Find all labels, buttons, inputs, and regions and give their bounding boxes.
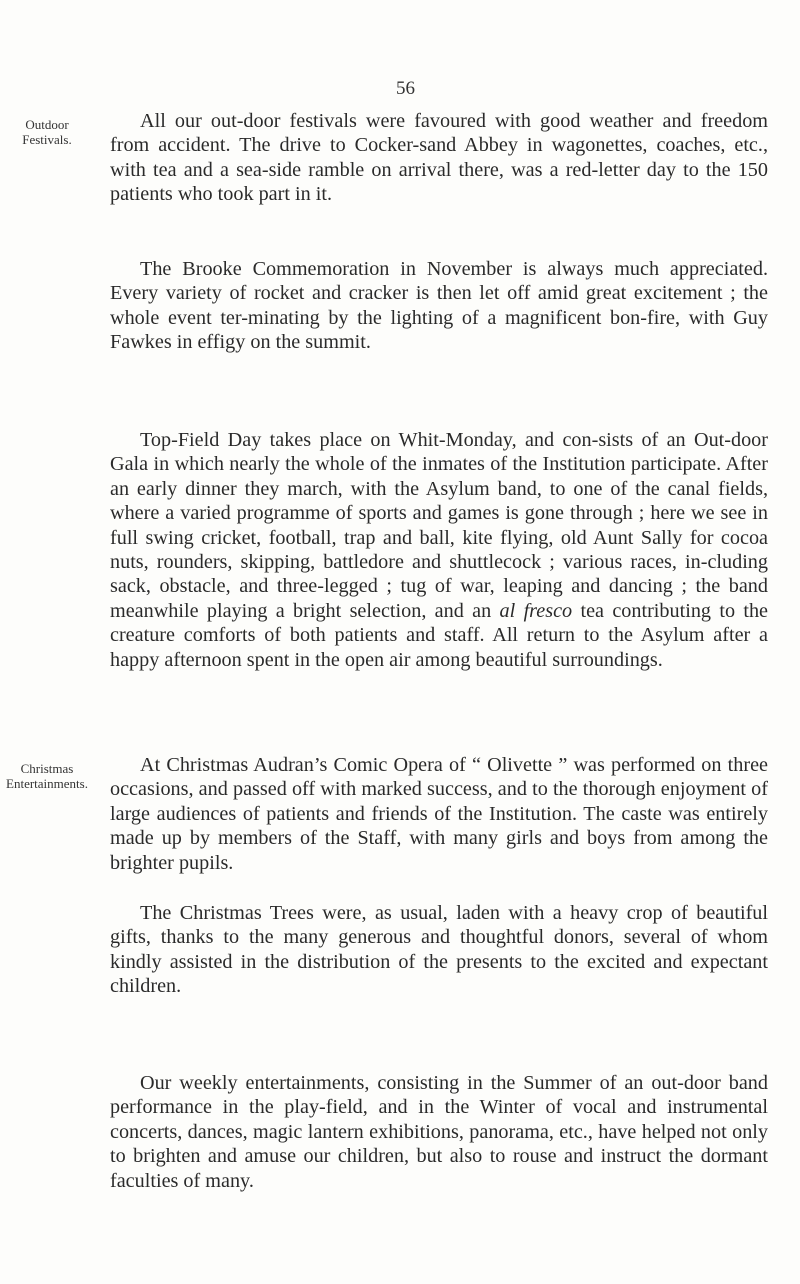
paragraph-top-field-day-part-a: Top-Field Day takes place on Whit-Monday, and con-sists of an Out-door Gala in which nearly the whole of the inmates of the Institution participate. After an early dinner they march, with the Asylum band, to one of the canal fields, where a varied programme of sports and games is gone through ; here we see in full swing cricket, football, trap and ball, kite flying, old Aunt Sally for cocoa nuts, rounders, skipping, battledore and shuttlecock ; various races, in-cluding sack, obstacle, and three-legged ; tug of war, leaping and dancing ; the band meanwhile playing a bright selection, and an bbox=[110, 429, 768, 622]
paragraph-weekly-entertainments: Our weekly entertainments, consisting in the Summer of an out-door band performance in the play-field, and in the Winter of vocal and instrumental concerts, dances, magic lantern exhibitions, panorama, etc., have helped not only to brighten and amuse our children, but also to rouse and instruct the dormant faculties of many. bbox=[110, 1072, 768, 1192]
paragraph-brooke-commemoration: The Brooke Commemoration in November is always much appreciated. Every variety of rocket and cracker is then let off amid great excitement ; the whole event ter-minating by the lighting of a magnificent bon-fire, with Guy Fawkes in effigy on the summit. bbox=[110, 258, 768, 354]
paragraph-outdoor-festivals: All our out-door festivals were favoured with good weather and freedom from accident. The drive to Cocker-sand Abbey in wagonettes, coaches, etc., with tea and a sea-side ramble on arrival there, was a red-letter day to the 150 patients who took part in it. bbox=[110, 110, 768, 206]
paragraph-christmas-opera: At Christmas Audran’s Comic Opera of “ Olivette ” was performed on three occasions, and passed off with marked success, and to the thorough enjoyment of large audiences of patients and friends of the Institution. The caste was entirely made up by members of the Staff, with many girls and boys from among the brighter pupils. bbox=[110, 754, 768, 874]
margin-note-outdoor-festivals: Outdoor Festivals. bbox=[22, 117, 72, 147]
page-number: 56 bbox=[396, 78, 415, 99]
paragraph-top-field-day bbox=[110, 428, 768, 672]
al-fresco-italic: al fresco bbox=[499, 599, 573, 622]
margin-note-christmas-entertainments: Christmas Entertainments. bbox=[6, 761, 88, 791]
paragraph-christmas-trees: The Christmas Trees were, as usual, laden with a heavy crop of beautiful gifts, thanks to the many generous and thoughtful donors, several of whom kindly assisted in the distribution of the presents to the excited and expectant children. bbox=[110, 902, 768, 998]
paragraph-top-field-day-part-b: tea contributing to the creature comforts of both patients and staff. All return to the Asylum after a happy afternoon spent in the open air among beautiful surroundings. bbox=[110, 599, 769, 671]
